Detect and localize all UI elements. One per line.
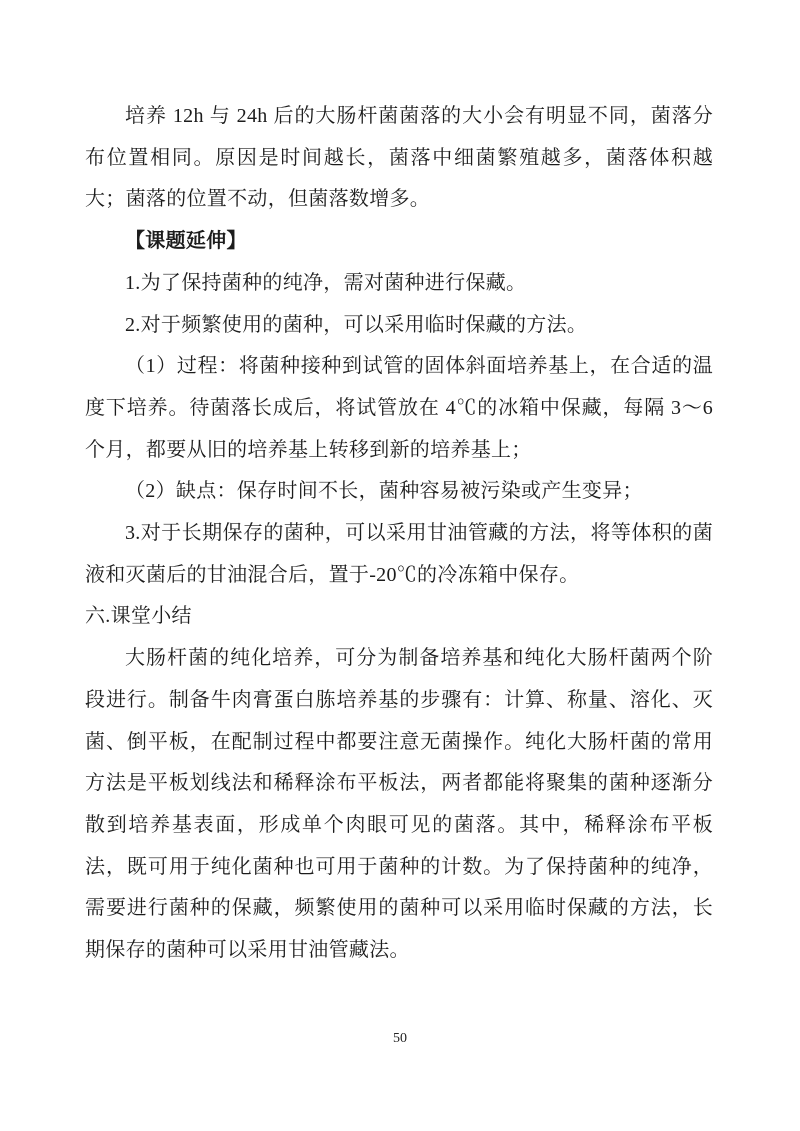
document-body: [85, 96, 713, 972]
paragraph-class-summary: 大肠杆菌的纯化培养，可分为制备培养基和纯化大肠杆菌两个阶段进行。制备牛肉膏蛋白胨培养基的步骤有：计算、称量、溶化、灭菌、倒平板，在配制过程中都要注意无菌操作。纯化大肠杆菌的常用方法是平板划线法和稀释涂布平板法，两者都能将聚集的菌种逐渐分散到培养基表面，形成单个肉眼可见的菌落。其中，稀释涂布平板法，既可用于纯化菌种也可用于菌种的计数。为了保持菌种的纯净，需要进行菌种的保藏，频繁使用的菌种可以采用临时保藏的方法，长期保存的菌种可以采用甘油管藏法。: [85, 647, 713, 962]
paragraph-glycerol-storage: 3.对于长期保存的菌种，可以采用甘油管藏的方法，将等体积的菌液和灭菌后的甘油混合后，置于-20℃的冷冻箱中保存。: [85, 522, 713, 586]
paragraph-storage-drawback: （2）缺点：保存时间不长，菌种容易被污染或产生变异；: [125, 480, 643, 503]
heading-topic-extension: 【课题延伸】: [125, 230, 247, 253]
heading-class-summary: 六.课堂小结: [85, 605, 192, 628]
list-item-preserve-purity: 1.为了保持菌种的纯净，需对菌种进行保藏。: [125, 271, 527, 294]
paragraph-colony-comparison: 培养 12h 与 24h 后的大肠杆菌菌落的大小会有明显不同，菌落分布位置相同。原因是时间越长，菌落中细菌繁殖越多，菌落体积越大；菌落的位置不动，但菌落数增多。: [85, 105, 713, 211]
paragraph-storage-process: （1）过程：将菌种接种到试管的固体斜面培养基上，在合适的温度下培养。待菌落长成后，将试管放在 4℃的冰箱中保藏，每隔 3～6 个月，都要从旧的培养基上转移到新的培养基上；: [85, 355, 713, 461]
page-number: 50: [393, 1031, 407, 1046]
list-item-temporary-storage: 2.对于频繁使用的菌种，可以采用临时保藏的方法。: [125, 313, 588, 336]
